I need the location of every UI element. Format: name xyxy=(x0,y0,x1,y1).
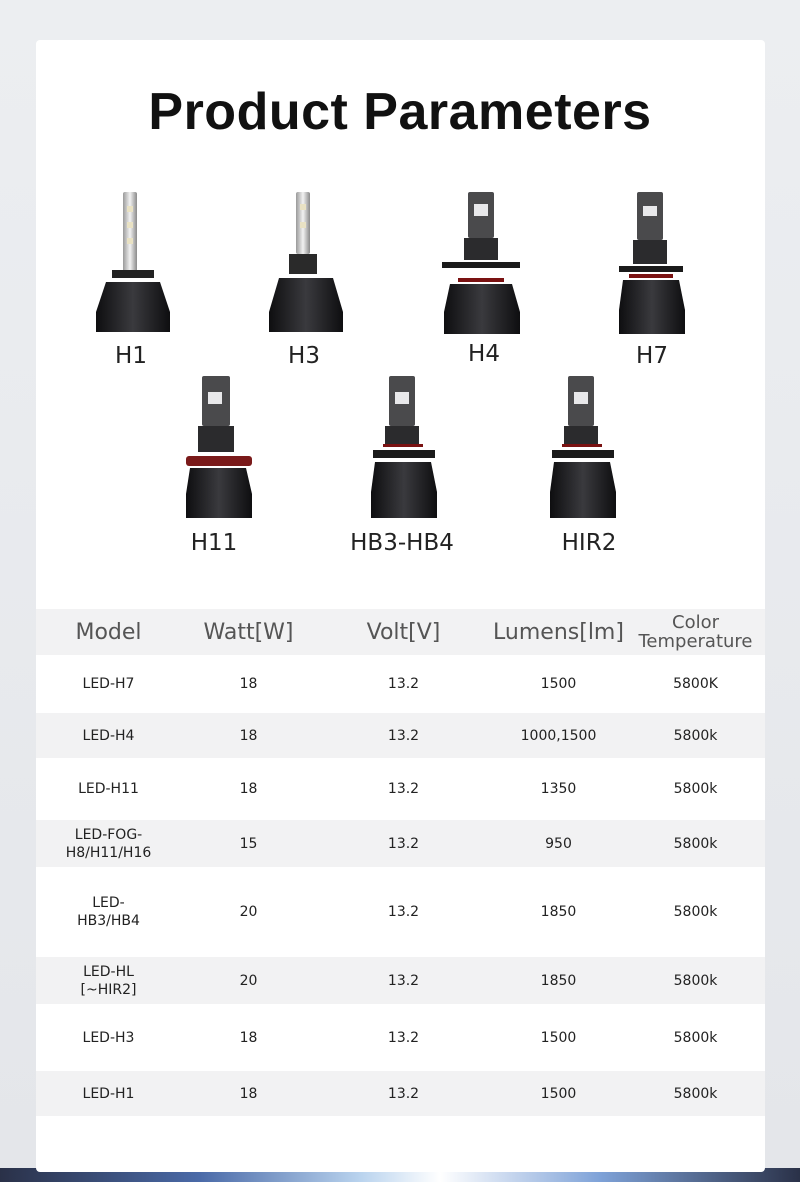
bulb-hir2-label: HIR2 xyxy=(561,530,617,556)
table-row xyxy=(36,1071,765,1116)
cell-model-line: LED-HL xyxy=(83,963,134,980)
table-row xyxy=(36,957,765,1004)
header-color-line2: Temperature xyxy=(638,631,753,652)
cell-volt: 13.2 xyxy=(316,713,491,758)
table-row xyxy=(36,758,765,820)
cell-lumens: 1350 xyxy=(540,781,577,797)
cell-volt: 13.2 xyxy=(387,676,420,692)
bulb-h3-image xyxy=(265,192,347,336)
cell-volt: 13.2 xyxy=(387,781,420,797)
bulb-h11-image xyxy=(184,376,254,520)
cell-model-line: LED-H3 xyxy=(82,1029,135,1046)
cell-model-line: LED-H1 xyxy=(82,1085,135,1102)
cell-lumens: 1850 xyxy=(491,957,626,1004)
header-color-temperature xyxy=(626,609,765,655)
bulb-h11-label: H11 xyxy=(190,530,238,556)
table-header-row xyxy=(36,609,765,655)
cell-model xyxy=(36,1004,181,1071)
table-row xyxy=(36,655,765,713)
cell-model xyxy=(36,713,181,758)
table-row xyxy=(36,1004,765,1071)
table-row xyxy=(36,867,765,957)
bulb-hir2-image xyxy=(548,376,618,520)
cell-color-temperature: 5800k xyxy=(626,1071,765,1116)
cell-watt: 20 xyxy=(239,904,258,920)
bulb-h4-image xyxy=(440,192,522,336)
table-row xyxy=(36,713,765,758)
cell-model-line: H8/H11/H16 xyxy=(65,844,152,861)
cell-volt: 13.2 xyxy=(387,904,420,920)
page-title: Product Parameters xyxy=(148,83,652,141)
cell-watt: 18 xyxy=(181,1071,316,1116)
cell-model-line: LED-FOG- xyxy=(74,826,143,843)
cell-color-temperature: 5800k xyxy=(626,713,765,758)
cell-model-line: LED-H4 xyxy=(82,727,135,744)
cell-model-line: [~HIR2] xyxy=(80,981,137,998)
cell-watt: 18 xyxy=(239,781,258,797)
cell-lumens: 1500 xyxy=(540,676,577,692)
bulb-h4-label: H4 xyxy=(468,341,500,367)
header-color-line1: Color xyxy=(672,612,719,633)
cell-watt: 18 xyxy=(181,713,316,758)
cell-model-line: LED-H11 xyxy=(78,781,139,797)
cell-model xyxy=(36,820,181,867)
cell-watt: 20 xyxy=(181,957,316,1004)
header-volt: Volt[V] xyxy=(316,609,491,655)
bulb-h7-image xyxy=(617,192,687,336)
cell-watt: 18 xyxy=(239,1029,258,1046)
cell-color-temperature: 5800k xyxy=(673,1029,718,1046)
bulb-h3-label: H3 xyxy=(288,343,320,369)
cell-lumens: 1500 xyxy=(540,1029,577,1046)
cell-model-line: LED- xyxy=(92,895,125,911)
cell-color-temperature: 5800k xyxy=(673,904,718,920)
bulb-hb3-hb4-label: HB3-HB4 xyxy=(350,530,454,556)
cell-model xyxy=(36,758,181,820)
cell-lumens: 1000,1500 xyxy=(491,713,626,758)
cell-watt: 18 xyxy=(239,676,258,692)
parameters-table xyxy=(36,609,765,1116)
bulb-hb3-hb4-image xyxy=(369,376,439,520)
bulb-h1-label: H1 xyxy=(115,343,147,369)
cell-volt: 13.2 xyxy=(316,957,491,1004)
cell-lumens: 950 xyxy=(491,820,626,867)
cell-color-temperature: 5800k xyxy=(626,957,765,1004)
cell-volt: 13.2 xyxy=(387,1029,420,1046)
header-watt: Watt[W] xyxy=(181,609,316,655)
cell-volt: 13.2 xyxy=(316,1071,491,1116)
header-lumens: Lumens[lm] xyxy=(491,609,626,655)
table-row xyxy=(36,820,765,867)
cell-color-temperature: 5800k xyxy=(626,820,765,867)
cell-model xyxy=(36,655,181,713)
cell-model xyxy=(36,957,181,1004)
bulb-h7-label: H7 xyxy=(636,343,668,369)
cell-model-line: LED-H7 xyxy=(82,676,135,692)
cell-lumens: 1500 xyxy=(491,1071,626,1116)
cell-model xyxy=(36,867,181,957)
cell-model xyxy=(36,1071,181,1116)
cell-model-line: HB3/HB4 xyxy=(77,913,140,929)
header-model: Model xyxy=(36,609,181,655)
bulb-h1-image xyxy=(92,192,174,336)
cell-color-temperature: 5800k xyxy=(673,781,718,797)
cell-watt: 15 xyxy=(181,820,316,867)
cell-volt: 13.2 xyxy=(316,820,491,867)
cell-lumens: 1850 xyxy=(540,904,577,920)
cell-color-temperature: 5800K xyxy=(673,676,718,692)
